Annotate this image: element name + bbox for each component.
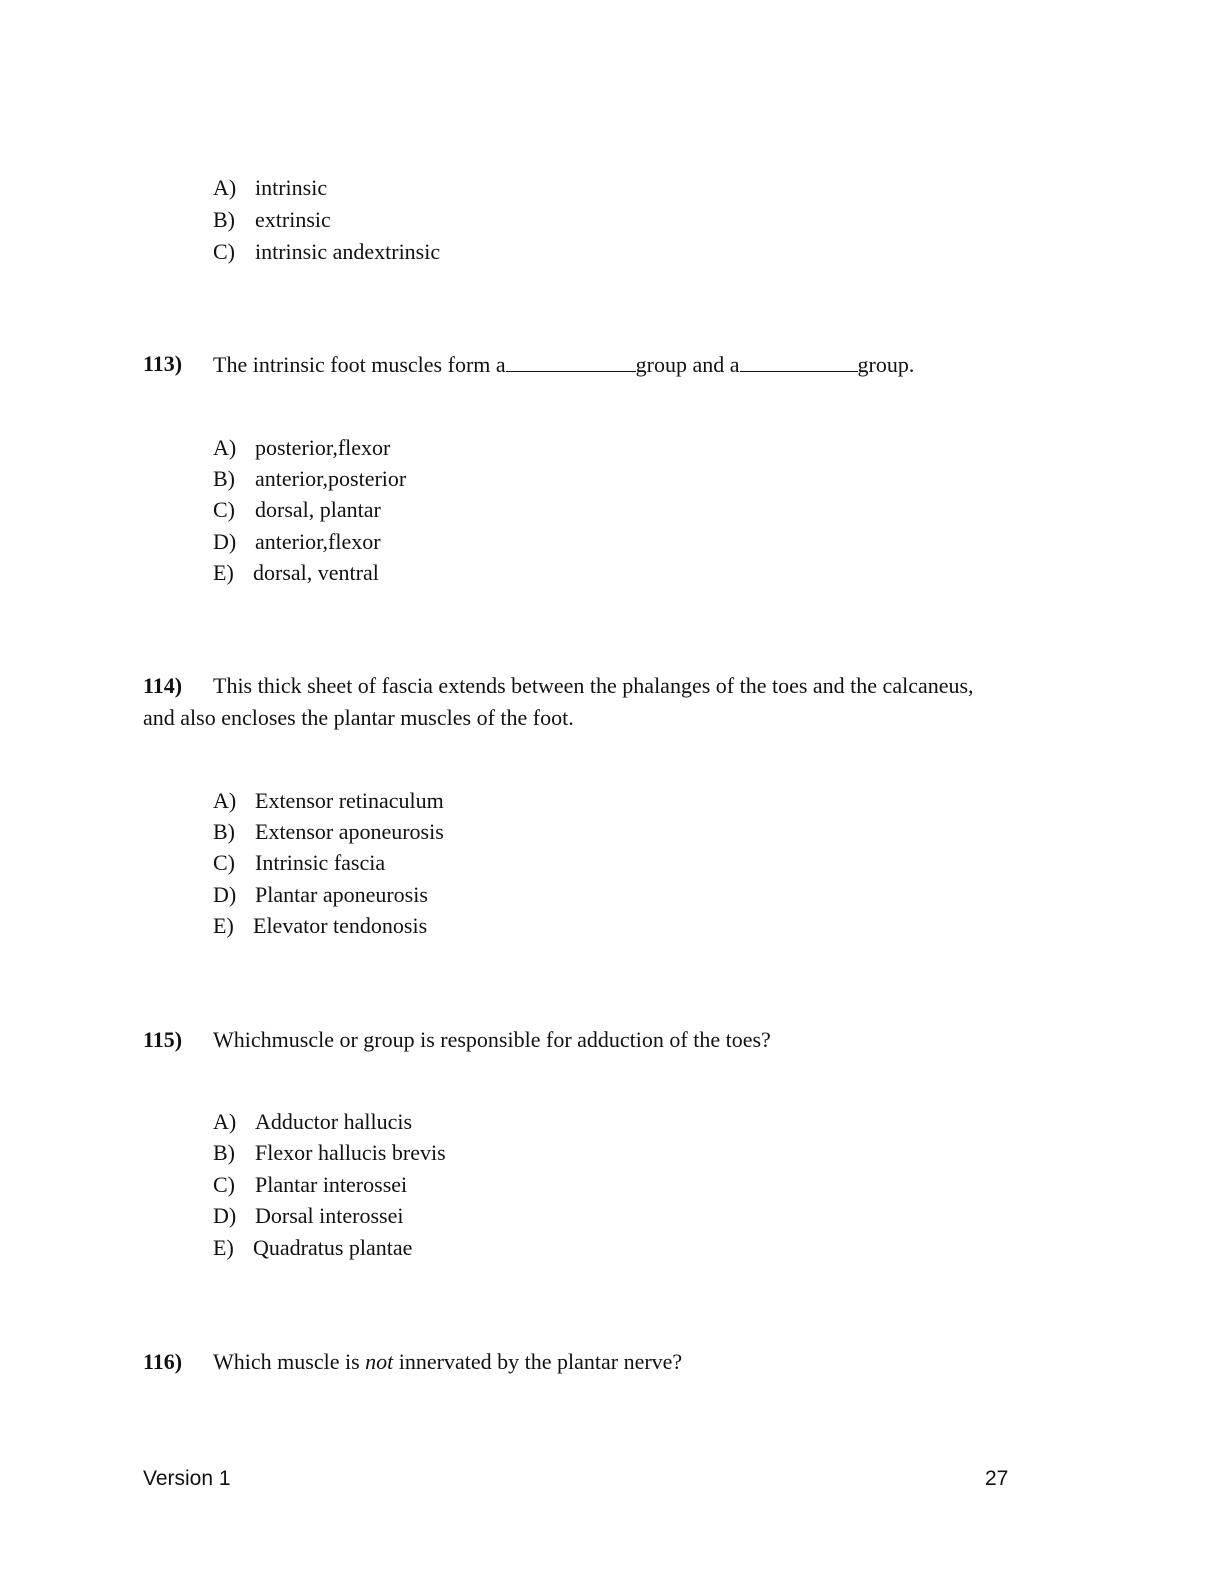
option-text: extrinsic xyxy=(255,207,331,232)
option-text: anterior,flexor xyxy=(255,529,381,554)
question-text-before: Which muscle is xyxy=(213,1349,366,1374)
option-text: intrinsic andextrinsic xyxy=(255,239,441,264)
option-text: Plantar aponeurosis xyxy=(255,882,428,907)
question-number: 113) xyxy=(143,351,183,376)
option-text: Dorsal interossei xyxy=(255,1203,404,1228)
question-text-line1: This thick sheet of fascia extends between the phalanges of the toes and the calcaneus, xyxy=(213,673,974,698)
option-text: Flexor hallucis brevis xyxy=(255,1140,446,1165)
option-text: dorsal, plantar xyxy=(255,497,381,522)
option-letter: B) xyxy=(213,466,235,491)
option-text: dorsal, ventral xyxy=(253,560,379,585)
option-letter: A) xyxy=(213,435,237,460)
question-text-part2: group and a xyxy=(635,352,740,377)
option-text: intrinsic xyxy=(255,175,328,200)
option-letter: A) xyxy=(213,788,237,813)
question-number: 115) xyxy=(143,1027,183,1052)
option-letter: C) xyxy=(213,850,235,875)
question-text xyxy=(213,1349,682,1375)
option-text: Extensor retinaculum xyxy=(255,788,444,813)
option-letter: E) xyxy=(213,560,234,585)
option-letter: C) xyxy=(213,497,235,522)
option-letter: A) xyxy=(213,1109,237,1134)
question-text-part1: The intrinsic foot muscles form a xyxy=(213,352,506,377)
option-text: Elevator tendonosis xyxy=(253,913,428,938)
question-number: 116) xyxy=(143,1349,183,1374)
answer-blank xyxy=(506,351,636,372)
option-letter: D) xyxy=(213,1203,237,1228)
option-text: Extensor aponeurosis xyxy=(255,819,444,844)
option-text: anterior,posterior xyxy=(255,466,407,491)
question-number: 114) xyxy=(143,673,183,698)
option-letter: E) xyxy=(213,913,234,938)
option-text: posterior,flexor xyxy=(255,435,391,460)
option-text: Adductor hallucis xyxy=(255,1109,413,1134)
question-text-emphasis: not xyxy=(365,1349,394,1374)
option-letter: D) xyxy=(213,529,237,554)
option-letter: B) xyxy=(213,1140,235,1165)
question-text xyxy=(213,351,914,378)
option-letter: A) xyxy=(213,175,237,200)
option-letter: C) xyxy=(213,239,235,264)
option-letter: B) xyxy=(213,819,235,844)
option-text: Plantar interossei xyxy=(255,1172,408,1197)
option-letter: C) xyxy=(213,1172,235,1197)
option-text: Quadratus plantae xyxy=(253,1235,413,1260)
footer-version: Version 1 xyxy=(143,1467,231,1490)
page-number: 27 xyxy=(985,1467,1009,1490)
question-text-line2: and also encloses the plantar muscles of the foot. xyxy=(143,705,574,730)
question-text-part3: group. xyxy=(857,352,915,377)
answer-blank xyxy=(740,351,858,372)
option-letter: B) xyxy=(213,207,235,232)
option-letter: D) xyxy=(213,882,237,907)
question-text: Whichmuscle or group is responsible for adduction of the toes? xyxy=(213,1027,771,1052)
option-text: Intrinsic fascia xyxy=(255,850,386,875)
question-text-after: innervated by the plantar nerve? xyxy=(393,1349,683,1374)
option-letter: E) xyxy=(213,1235,234,1260)
